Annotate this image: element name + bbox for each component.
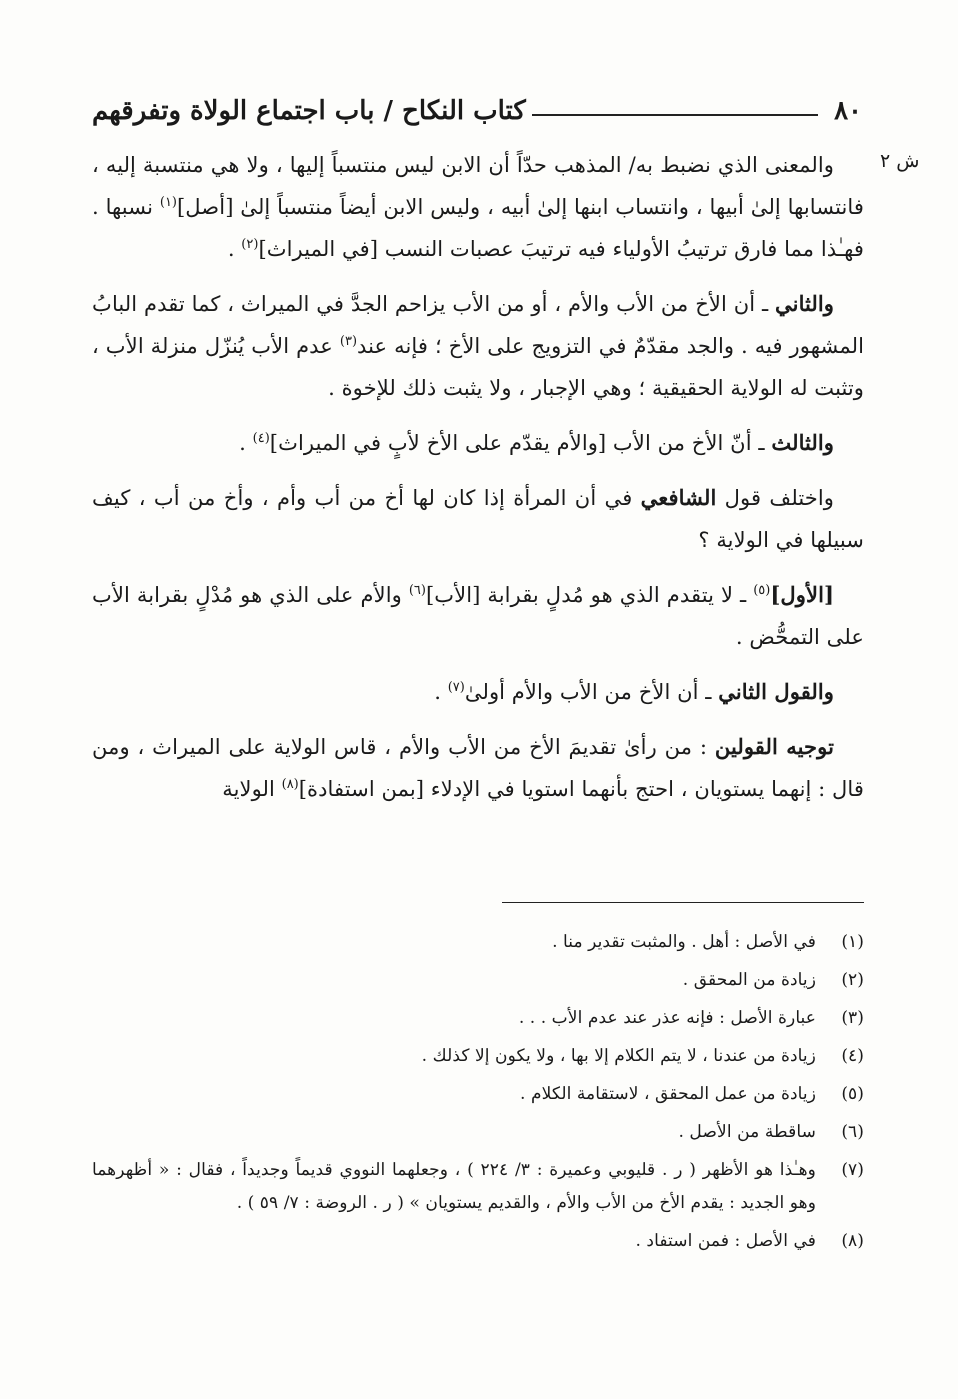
footnote-ref[interactable]: (٤) bbox=[252, 430, 270, 446]
footnote-item bbox=[92, 926, 864, 959]
footnote-ref[interactable]: (١) bbox=[159, 194, 177, 210]
footnote-item bbox=[92, 1225, 864, 1258]
footnote-ref[interactable]: (٨) bbox=[281, 776, 299, 792]
footnote-text: عبارة الأصل : فإنه عذر عند عدم الأب . . . bbox=[518, 1008, 816, 1028]
paragraph-text: . bbox=[239, 430, 253, 455]
paragraph-text: والمعنى الذي نضبط به/ المذهب حدّاً أن الابن ليس منتسباً إليها ، ولا هي منتسبة إليه ، فانتسابها إلىٰ أبيها ، وانتساب ابنها إلىٰ أبيه ، وليس الابن أيضاً منتسباً إلىٰ [أصل] bbox=[92, 152, 864, 219]
footnote-number: (٤) bbox=[841, 1046, 864, 1066]
scholar-name: الشافعي bbox=[640, 485, 717, 510]
paragraph-text: ـ أن الأخ من الأب والأم أولىٰ bbox=[464, 679, 719, 704]
footnote-item bbox=[92, 964, 864, 997]
footnote-item bbox=[92, 1116, 864, 1149]
paragraph-4 bbox=[92, 477, 864, 561]
footnote-number: (٣) bbox=[841, 1008, 864, 1028]
footnote-text: وهـٰذا هو الأظهر ( ر . قليوبي وعميرة : ٣/ ٢٢٤ ) ، وجعلهما النووي قديماً وجديداً ، فقال : « أظهرهما وهو الجديد : يقدم الأخ من الأب والأم ، والقديم يستويان » ( ر . الروضة : ٧/ ٥٩ ) . bbox=[92, 1160, 816, 1213]
paragraph-3 bbox=[92, 422, 864, 464]
footnote-text: ساقطة من الأصل . bbox=[678, 1122, 816, 1142]
paragraph-text: عدم الأب يُنزّل منزلة الأب ، وتثبت له الولاية الحقيقية ؛ وهي الإجبار ، ولا يثبت ذلك للإخوة . bbox=[92, 333, 864, 400]
footnote-text: زيادة من المحقق . bbox=[682, 970, 816, 990]
footnote-ref[interactable]: (٧) bbox=[447, 679, 465, 695]
footnote-item bbox=[92, 1002, 864, 1035]
footnote-number: (٨) bbox=[841, 1231, 864, 1251]
paragraph-5 bbox=[92, 574, 864, 658]
footnotes bbox=[92, 926, 864, 1263]
footnote-ref[interactable]: (٥) bbox=[753, 582, 771, 598]
footnote-number: (٢) bbox=[841, 970, 864, 990]
paragraph-text: نسبها . فهـٰذا مما فارق ترتيبُ الأولياء فيه ترتيبَ عصبات النسب [في الميراث] bbox=[92, 194, 864, 261]
paragraph-lead: والقول الثاني bbox=[718, 679, 834, 704]
paragraph-1 bbox=[92, 144, 864, 270]
footnote-separator bbox=[502, 902, 864, 903]
footnote-text: زيادة من عندنا ، لا يتم الكلام إلا بها ، ولا يكون إلا كذلك . bbox=[421, 1046, 816, 1066]
footnote-number: (٥) bbox=[841, 1084, 864, 1104]
page-number: ٨٠ bbox=[834, 96, 862, 126]
paragraph-7 bbox=[92, 726, 864, 810]
paragraph-text: . bbox=[227, 236, 242, 261]
paragraph-text: ـ أنّ الأخ من الأب [والأم يقدّم على الأخ لأبٍ في الميراث] bbox=[269, 430, 772, 455]
margin-folio-note: ش ٢ bbox=[880, 150, 920, 172]
main-text bbox=[92, 144, 864, 823]
footnote-ref[interactable]: (٣) bbox=[339, 333, 358, 349]
paragraph-text: واختلف قول bbox=[716, 485, 834, 510]
paragraph-text: . bbox=[434, 679, 448, 704]
paragraph-text: والأم على الذي هو مُدْلٍ بقرابة الأب على التمحُّض . bbox=[92, 582, 864, 649]
paragraph-text: الولاية bbox=[222, 776, 282, 801]
footnote-item bbox=[92, 1040, 864, 1073]
footnote-item bbox=[92, 1154, 864, 1220]
header-title: كتاب النكاح / باب اجتماع الولاة وتفرقهم bbox=[92, 96, 526, 126]
footnote-text: زيادة من عمل المحقق ، لاستقامة الكلام . bbox=[520, 1084, 816, 1104]
header-rule bbox=[532, 114, 818, 116]
paragraph-2 bbox=[92, 283, 864, 409]
footnote-item bbox=[92, 1078, 864, 1111]
paragraph-lead: والثالث bbox=[771, 430, 834, 455]
footnote-text: في الأصل : أهل . والمثبت تقدير منا . bbox=[552, 932, 816, 952]
footnote-number: (٧) bbox=[841, 1160, 864, 1180]
footnote-number: (١) bbox=[841, 932, 864, 952]
paragraph-text: ـ لا يتقدم الذي هو مُدلٍ بقرابة [الأب] bbox=[425, 582, 754, 607]
footnote-number: (٦) bbox=[841, 1122, 864, 1142]
paragraph-text: ـ أن الأخ من الأب والأم ، أو من الأب يزاحم الجدَّ في الميراث ، كما تقدم البابُ المشهور فيه . والجد مقدّمٌ في التزويج على الأخ ؛ فإنه عند bbox=[92, 291, 864, 358]
paragraph-lead: والثاني bbox=[775, 291, 834, 316]
paragraph-text: : من رأىٰ تقديمَ الأخ من الأب والأم ، قاس الولاية على الميراث ، ومن قال : إنهما يستويان ، احتج بأنهما استويا في الإدلاء [بمن استفادة] bbox=[92, 734, 864, 801]
footnote-ref[interactable]: (٢) bbox=[241, 236, 259, 252]
footnote-ref[interactable]: (٦) bbox=[408, 582, 426, 598]
paragraph-text: في أن المرأة إذا كان لها أخ من أب وأم ، وأخ من أب ، كيف سبيلها في الولاية ؟ bbox=[92, 485, 864, 552]
paragraph-lead: [الأول] bbox=[770, 582, 834, 607]
running-header bbox=[92, 82, 862, 126]
footnote-text: في الأصل : فمن استفاد . bbox=[635, 1231, 816, 1251]
paragraph-6 bbox=[92, 671, 864, 713]
paragraph-lead: توجيه القولين bbox=[714, 734, 834, 759]
